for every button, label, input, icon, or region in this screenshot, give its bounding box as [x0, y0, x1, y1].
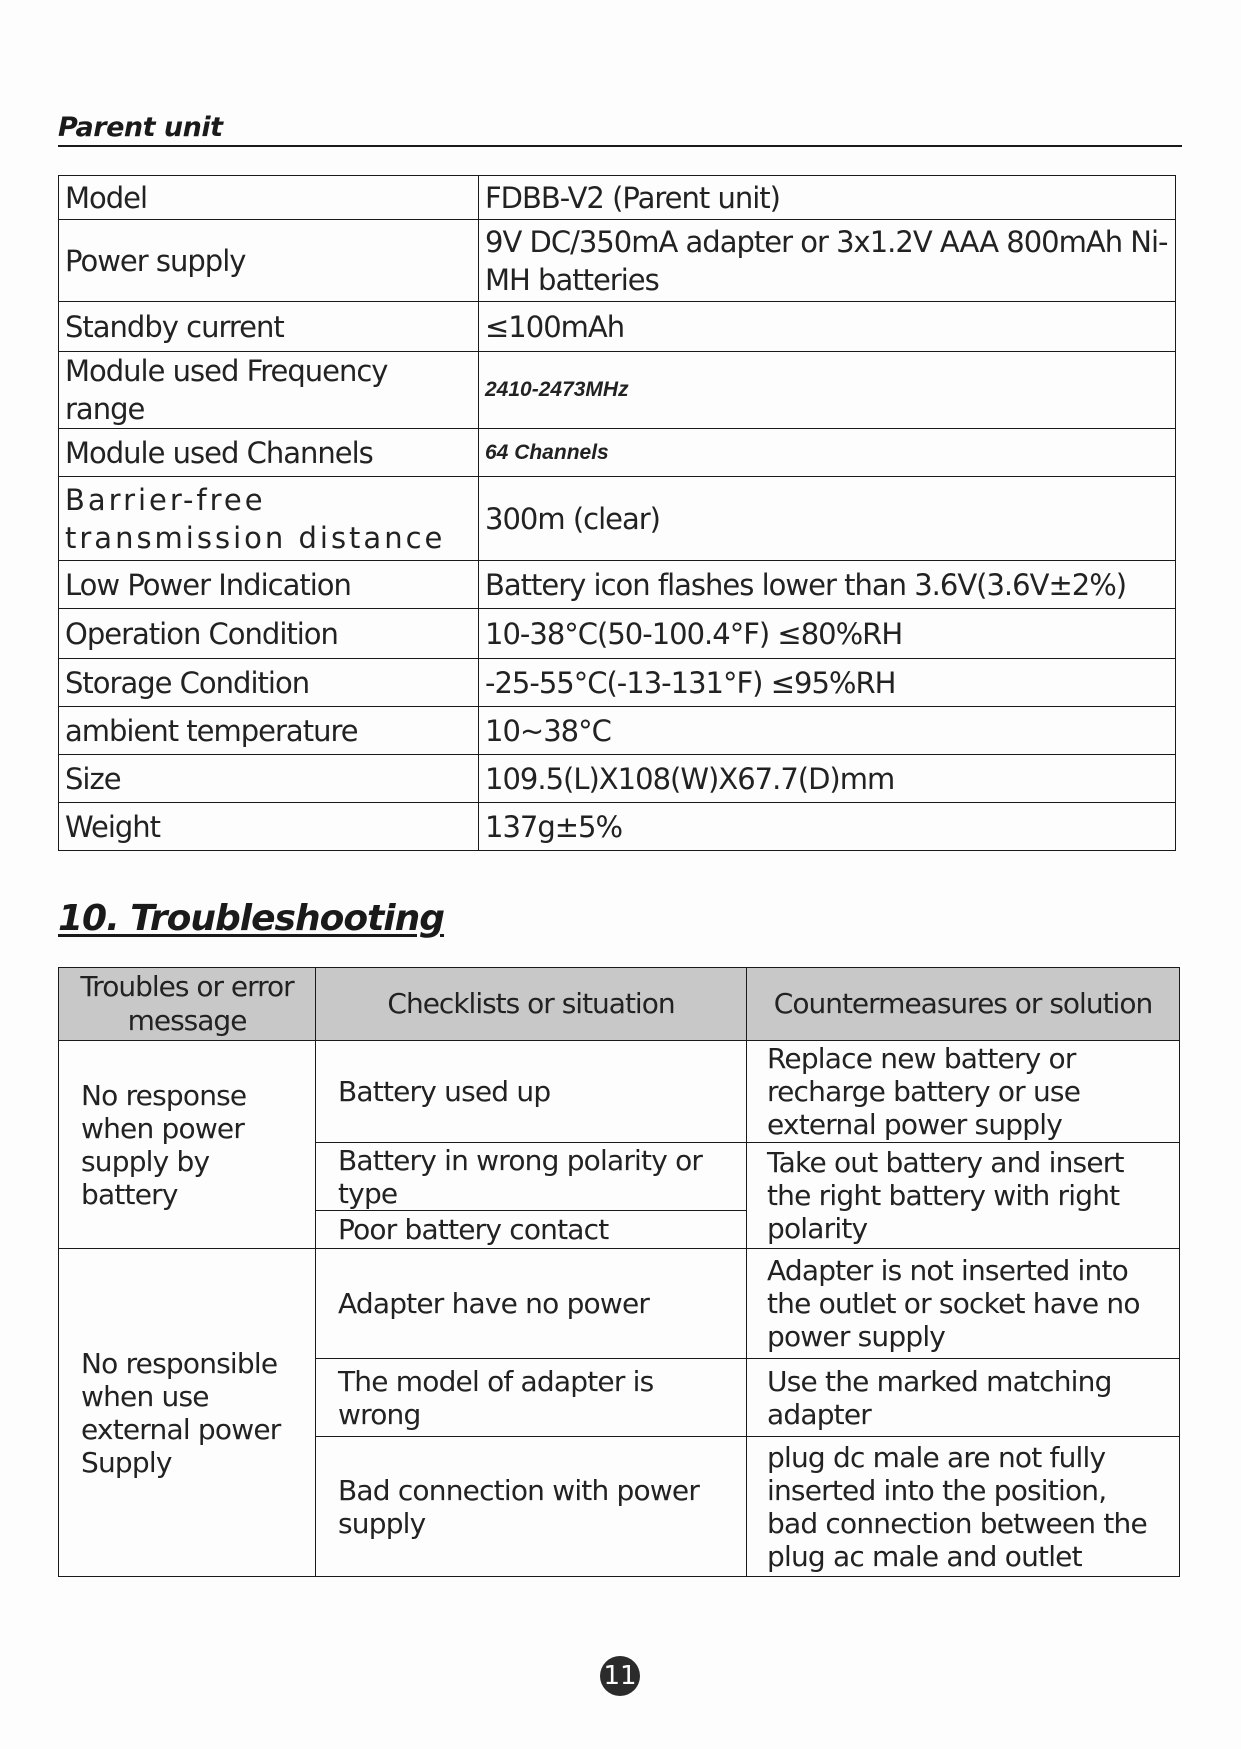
spec-row	[59, 561, 1176, 609]
spec-label: ambient temperature	[59, 707, 479, 755]
parent-unit-spec-table	[58, 175, 1176, 851]
table-header-row	[59, 968, 1180, 1041]
table-row	[59, 1249, 1180, 1359]
spec-label: Storage Condition	[59, 659, 479, 707]
spec-value: 109.5(L)X108(W)X67.7(D)mm	[479, 755, 1176, 803]
spec-value: 10~38°C	[479, 707, 1176, 755]
spec-row	[59, 803, 1176, 851]
spec-value: ≤100mAh	[479, 302, 1176, 352]
spec-row	[59, 707, 1176, 755]
spec-row	[59, 659, 1176, 707]
header-solution: Countermeasures or solution	[747, 968, 1180, 1041]
spec-value: 64 Channels	[479, 429, 1176, 477]
check-cell: Bad connection with power supply	[316, 1437, 747, 1577]
spec-row	[59, 609, 1176, 659]
spec-value: FDBB-V2 (Parent unit)	[479, 176, 1176, 220]
spec-value: 9V DC/350mA adapter or 3x1.2V AAA 800mAh Ni-MH batteries	[479, 220, 1176, 302]
table-row	[59, 1041, 1180, 1143]
spec-row	[59, 429, 1176, 477]
spec-row	[59, 176, 1176, 220]
solution-cell: Replace new battery or recharge battery or use external power supply	[747, 1041, 1180, 1143]
spec-row	[59, 302, 1176, 352]
solution-cell: Use the marked matching adapter	[747, 1359, 1180, 1437]
spec-label: Module used Channels	[59, 429, 479, 477]
spec-value: 10-38°C(50-100.4°F) ≤80%RH	[479, 609, 1176, 659]
spec-row	[59, 755, 1176, 803]
check-cell: Adapter have no power	[316, 1249, 747, 1359]
spec-label: Weight	[59, 803, 479, 851]
header-checklist: Checklists or situation	[316, 968, 747, 1041]
spec-label: Operation Condition	[59, 609, 479, 659]
trouble-cell: No responsible when use external power Supply	[59, 1249, 316, 1577]
spec-value: 137g±5%	[479, 803, 1176, 851]
spec-label: Model	[59, 176, 479, 220]
trouble-cell: No response when power supply by battery	[59, 1041, 316, 1249]
header-trouble: Troubles or error message	[59, 968, 316, 1041]
spec-label: Low Power Indication	[59, 561, 479, 609]
spec-row	[59, 352, 1176, 429]
parent-unit-title: Parent unit	[58, 112, 1182, 147]
solution-cell: Take out battery and insert the right battery with right polarity	[747, 1143, 1180, 1249]
troubleshooting-title: 10. Troubleshooting	[58, 898, 445, 939]
spec-value: -25-55°C(-13-131°F) ≤95%RH	[479, 659, 1176, 707]
check-cell: The model of adapter is wrong	[316, 1359, 747, 1437]
page-number-badge: 11	[600, 1656, 640, 1696]
check-cell: Battery in wrong polarity or type	[316, 1143, 747, 1211]
spec-label: Size	[59, 755, 479, 803]
spec-label: Barrier-free transmission distance	[59, 477, 479, 561]
spec-label: Power supply	[59, 220, 479, 302]
solution-cell: plug dc male are not fully inserted into the position, bad connection between the plug ac male and outlet	[747, 1437, 1180, 1577]
spec-row	[59, 220, 1176, 302]
spec-value: 300m (clear)	[479, 477, 1176, 561]
spec-label: Module used Frequency range	[59, 352, 479, 429]
check-cell: Battery used up	[316, 1041, 747, 1143]
spec-row	[59, 477, 1176, 561]
spec-value: Battery icon flashes lower than 3.6V(3.6V±2%)	[479, 561, 1176, 609]
spec-label: Standby current	[59, 302, 479, 352]
troubleshooting-table	[58, 967, 1180, 1577]
check-cell: Poor battery contact	[316, 1211, 747, 1249]
solution-cell: Adapter is not inserted into the outlet or socket have no power supply	[747, 1249, 1180, 1359]
spec-value: 2410-2473MHz	[479, 352, 1176, 429]
